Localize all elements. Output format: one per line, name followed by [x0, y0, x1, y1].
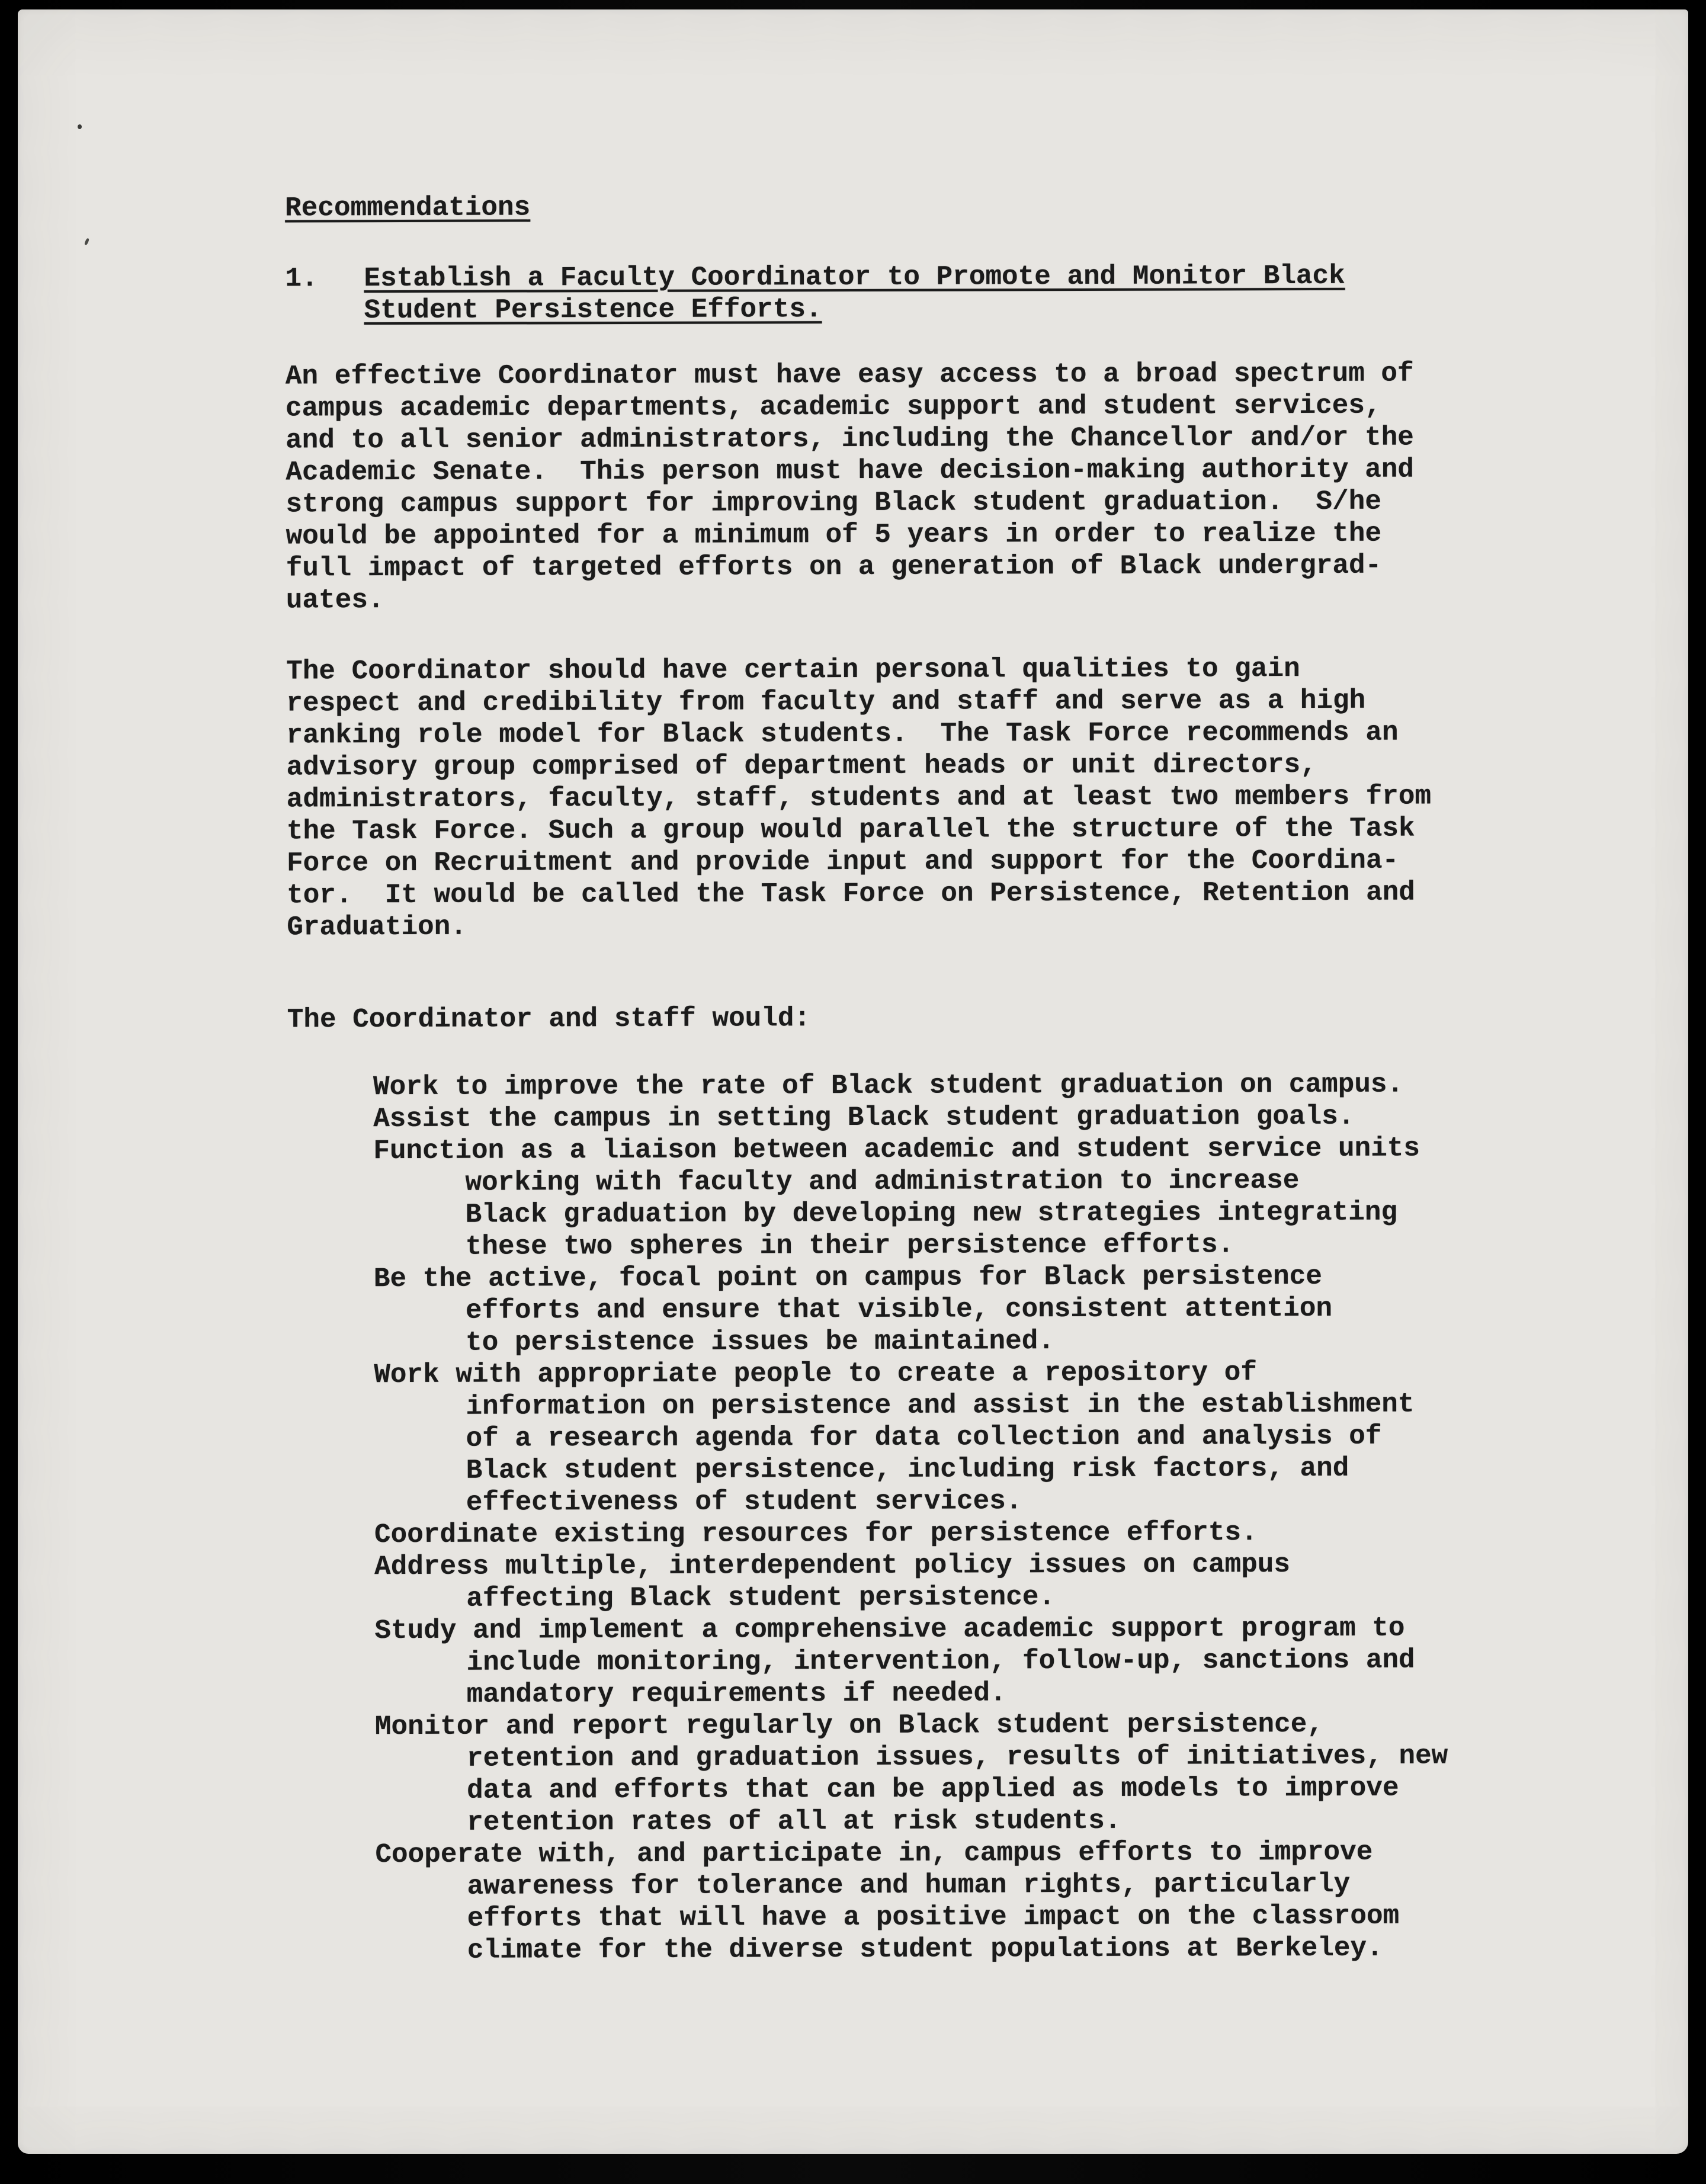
paragraph-2: The Coordinator should have certain personal qualities to gain respect and credibility from faculty and staff and serve as a high ranking role model for Black students. The Task Force recommends an advisory group comprised of department heads or unit directors, administrators, faculty, staff, students and at least two members from the Task Force. Such a group would parallel the structure of the Task Force on Recruitment and provide input and support for the Coordina- tor. It would be called the Task Force on Persistence, Retention and Graduation.	[286, 653, 1432, 943]
list-item: Coordinate existing resources for persistence efforts.	[374, 1517, 1258, 1551]
duties-list	[373, 1068, 1448, 1967]
paragraph-1: An effective Coordinator must have easy access to a broad spectrum of campus academic departments, academic support and student services, and to all senior administrators, including the Chancellor and/or the Academic Senate. This person must have decision-making authority and strong campus support for improving Black student graduation. S/he would be appointed for a minimum of 5 years in order to realize the full impact of targeted efforts on a generation of Black undergrad- uates.	[285, 358, 1415, 616]
page-content	[15, 7, 1691, 2156]
list-item: Address multiple, interdependent policy issues on campus affecting Black student persistence.	[374, 1549, 1291, 1614]
section-title: Establish a Faculty Coordinator to Promote and Monitor Black Student Persistence Efforts.	[364, 260, 1345, 326]
list-item: Cooperate with, and participate in, campus efforts to improve awareness for tolerance and human rights, particularly efforts that will have a positive impact on the classroom climate for the diverse student populations at Berkeley.	[375, 1836, 1400, 1966]
section-number: 1.	[285, 263, 318, 294]
page-title: Recommendations	[285, 192, 531, 224]
list-item: Monitor and report regularly on Black student persistence, retention and graduation issues, results of initiatives, new data and efforts that can be applied as models to improve retention rates of all at risk students.	[374, 1708, 1448, 1838]
list-item: Be the active, focal point on campus for Black persistence efforts and ensure that visible, consistent attention to persistence issues be maintained.	[373, 1261, 1333, 1358]
list-item: Assist the campus in setting Black student graduation goals.	[373, 1101, 1355, 1135]
duties-list-intro: The Coordinator and staff would:	[287, 1003, 811, 1035]
list-item: Work with appropriate people to create a repository of information on persistence and assist in the establishment of a research agenda for data collection and analysis of Black student persistence, including risk factors, and effectiveness of student services.	[374, 1357, 1415, 1518]
list-item: Work to improve the rate of Black student graduation on campus.	[373, 1069, 1404, 1103]
list-item: Study and implement a comprehensive academic support program to include monitoring, intervention, follow-up, sanctions and mandatory requirements if needed.	[374, 1612, 1415, 1710]
document-page	[18, 9, 1688, 2154]
list-item: Function as a liaison between academic and student service units working with faculty and administration to increase Black graduation by developing new strategies integrating these two spheres in their persistence efforts.	[373, 1133, 1420, 1262]
section-1-heading	[285, 260, 1345, 327]
